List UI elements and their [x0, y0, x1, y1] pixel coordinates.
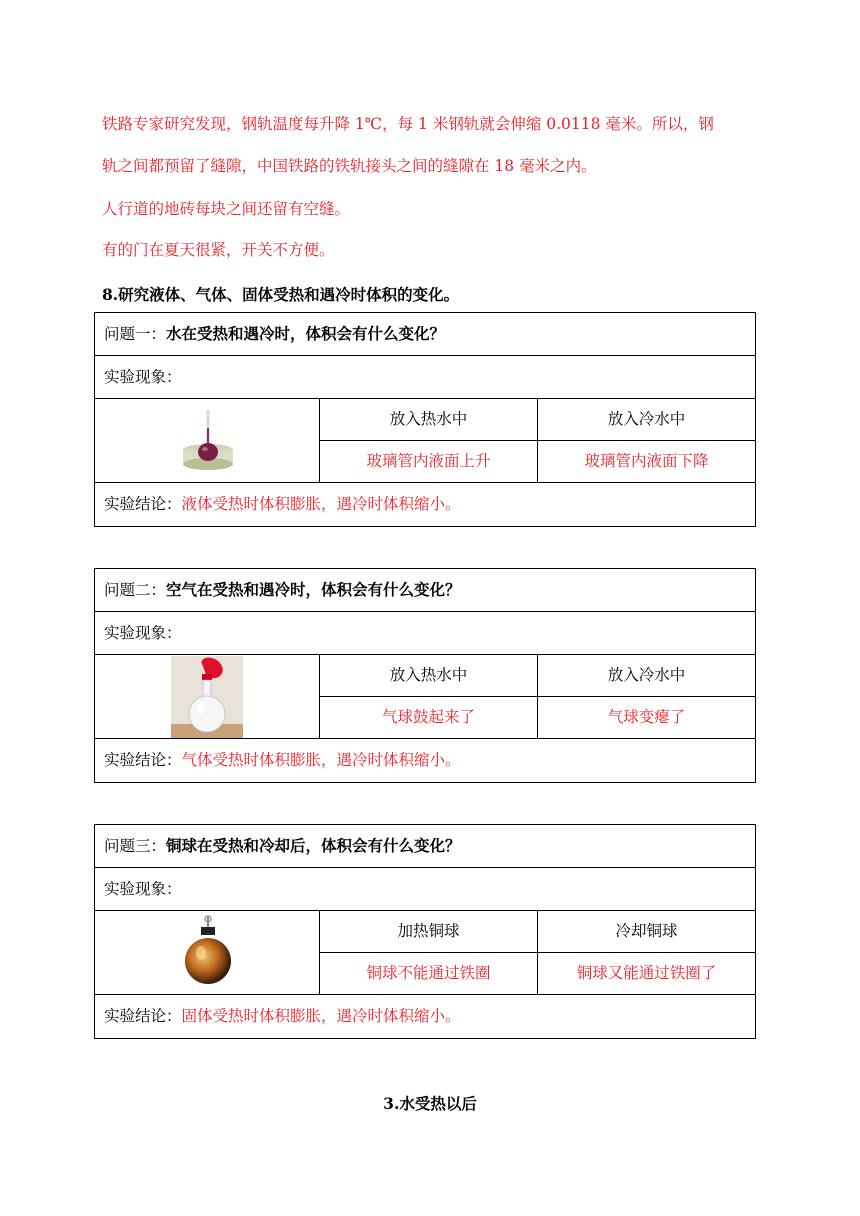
col1-result: 玻璃管内液面上升 — [320, 441, 538, 482]
conclusion-text: 固体受热时体积膨胀，遇冷时体积缩小。 — [181, 1007, 461, 1025]
phenomenon-grid — [95, 655, 755, 739]
conclusion-row — [95, 483, 755, 526]
question-prefix: 问题一： — [104, 325, 167, 343]
experiment-table-1 — [94, 312, 756, 527]
col2-result: 玻璃管内液面下降 — [584, 452, 709, 470]
intro-line-3: 人行道的地砖每块之间还留有空缝。 — [102, 200, 351, 218]
col2-header: 放入冷水中 — [607, 666, 686, 684]
phenomenon-grid — [95, 911, 755, 995]
flask-with-balloon-icon — [171, 656, 243, 738]
section-heading: 8.研究液体、气体、固体受热和遇冷时体积的变化。 — [102, 285, 460, 304]
conclusion-label: 实验结论： — [104, 495, 182, 513]
experiment-image-cell — [95, 655, 320, 738]
conclusion-row — [95, 995, 755, 1038]
conclusion-label: 实验结论： — [104, 751, 182, 769]
experiment-image-cell — [95, 911, 320, 994]
col2-header: 放入冷水中 — [607, 410, 686, 428]
conclusion-text: 气体受热时体积膨胀，遇冷时体积缩小。 — [181, 751, 461, 769]
col1-result: 气球鼓起来了 — [320, 697, 538, 738]
question-text: 空气在受热和遇冷时，体积会有什么变化？ — [166, 580, 461, 599]
question-prefix: 问题二： — [104, 581, 167, 599]
col1-result: 铜球不能通过铁圈 — [320, 953, 538, 994]
col1-header: 放入热水中 — [320, 655, 538, 696]
conclusion-label: 实验结论： — [104, 1007, 182, 1025]
col2-header: 冷却铜球 — [615, 922, 678, 940]
phenomenon-label: 实验现象： — [95, 612, 755, 655]
question-text: 铜球在受热和冷却后，体积会有什么变化？ — [166, 836, 461, 855]
conclusion-row — [95, 739, 755, 782]
copper-ball-icon — [183, 915, 233, 991]
col2-result: 铜球又能通过铁圈了 — [576, 964, 717, 982]
col1-header: 放入热水中 — [320, 399, 538, 440]
flask-in-water-icon — [173, 406, 243, 476]
experiment-image-cell — [95, 399, 320, 482]
question-text: 水在受热和遇冷时，体积会有什么变化？ — [166, 324, 446, 343]
intro-line-2: 轨之间都预留了缝隙，中国铁路的铁轨接头之间的缝隙在 18 毫米之内。 — [102, 157, 597, 175]
intro-line-4: 有的门在夏天很紧，开关不方便。 — [102, 241, 335, 259]
question-prefix: 问题三： — [104, 837, 167, 855]
phenomenon-label: 实验现象： — [95, 356, 755, 399]
question-row — [95, 569, 755, 612]
experiment-table-3 — [94, 824, 756, 1039]
next-section-title: 3.水受热以后 — [383, 1094, 477, 1113]
col2-result: 气球变瘪了 — [607, 708, 686, 726]
phenomenon-label: 实验现象： — [95, 868, 755, 911]
phenomenon-grid — [95, 399, 755, 483]
question-row — [95, 313, 755, 356]
question-row — [95, 825, 755, 868]
experiment-table-2 — [94, 568, 756, 783]
intro-line-1: 铁路专家研究发现，钢轨温度每升降 1℃，每 1 米钢轨就会伸缩 0.0118 毫米。所以，钢 — [102, 115, 714, 133]
col1-header: 加热铜球 — [320, 911, 538, 952]
conclusion-text: 液体受热时体积膨胀，遇冷时体积缩小。 — [181, 495, 461, 513]
